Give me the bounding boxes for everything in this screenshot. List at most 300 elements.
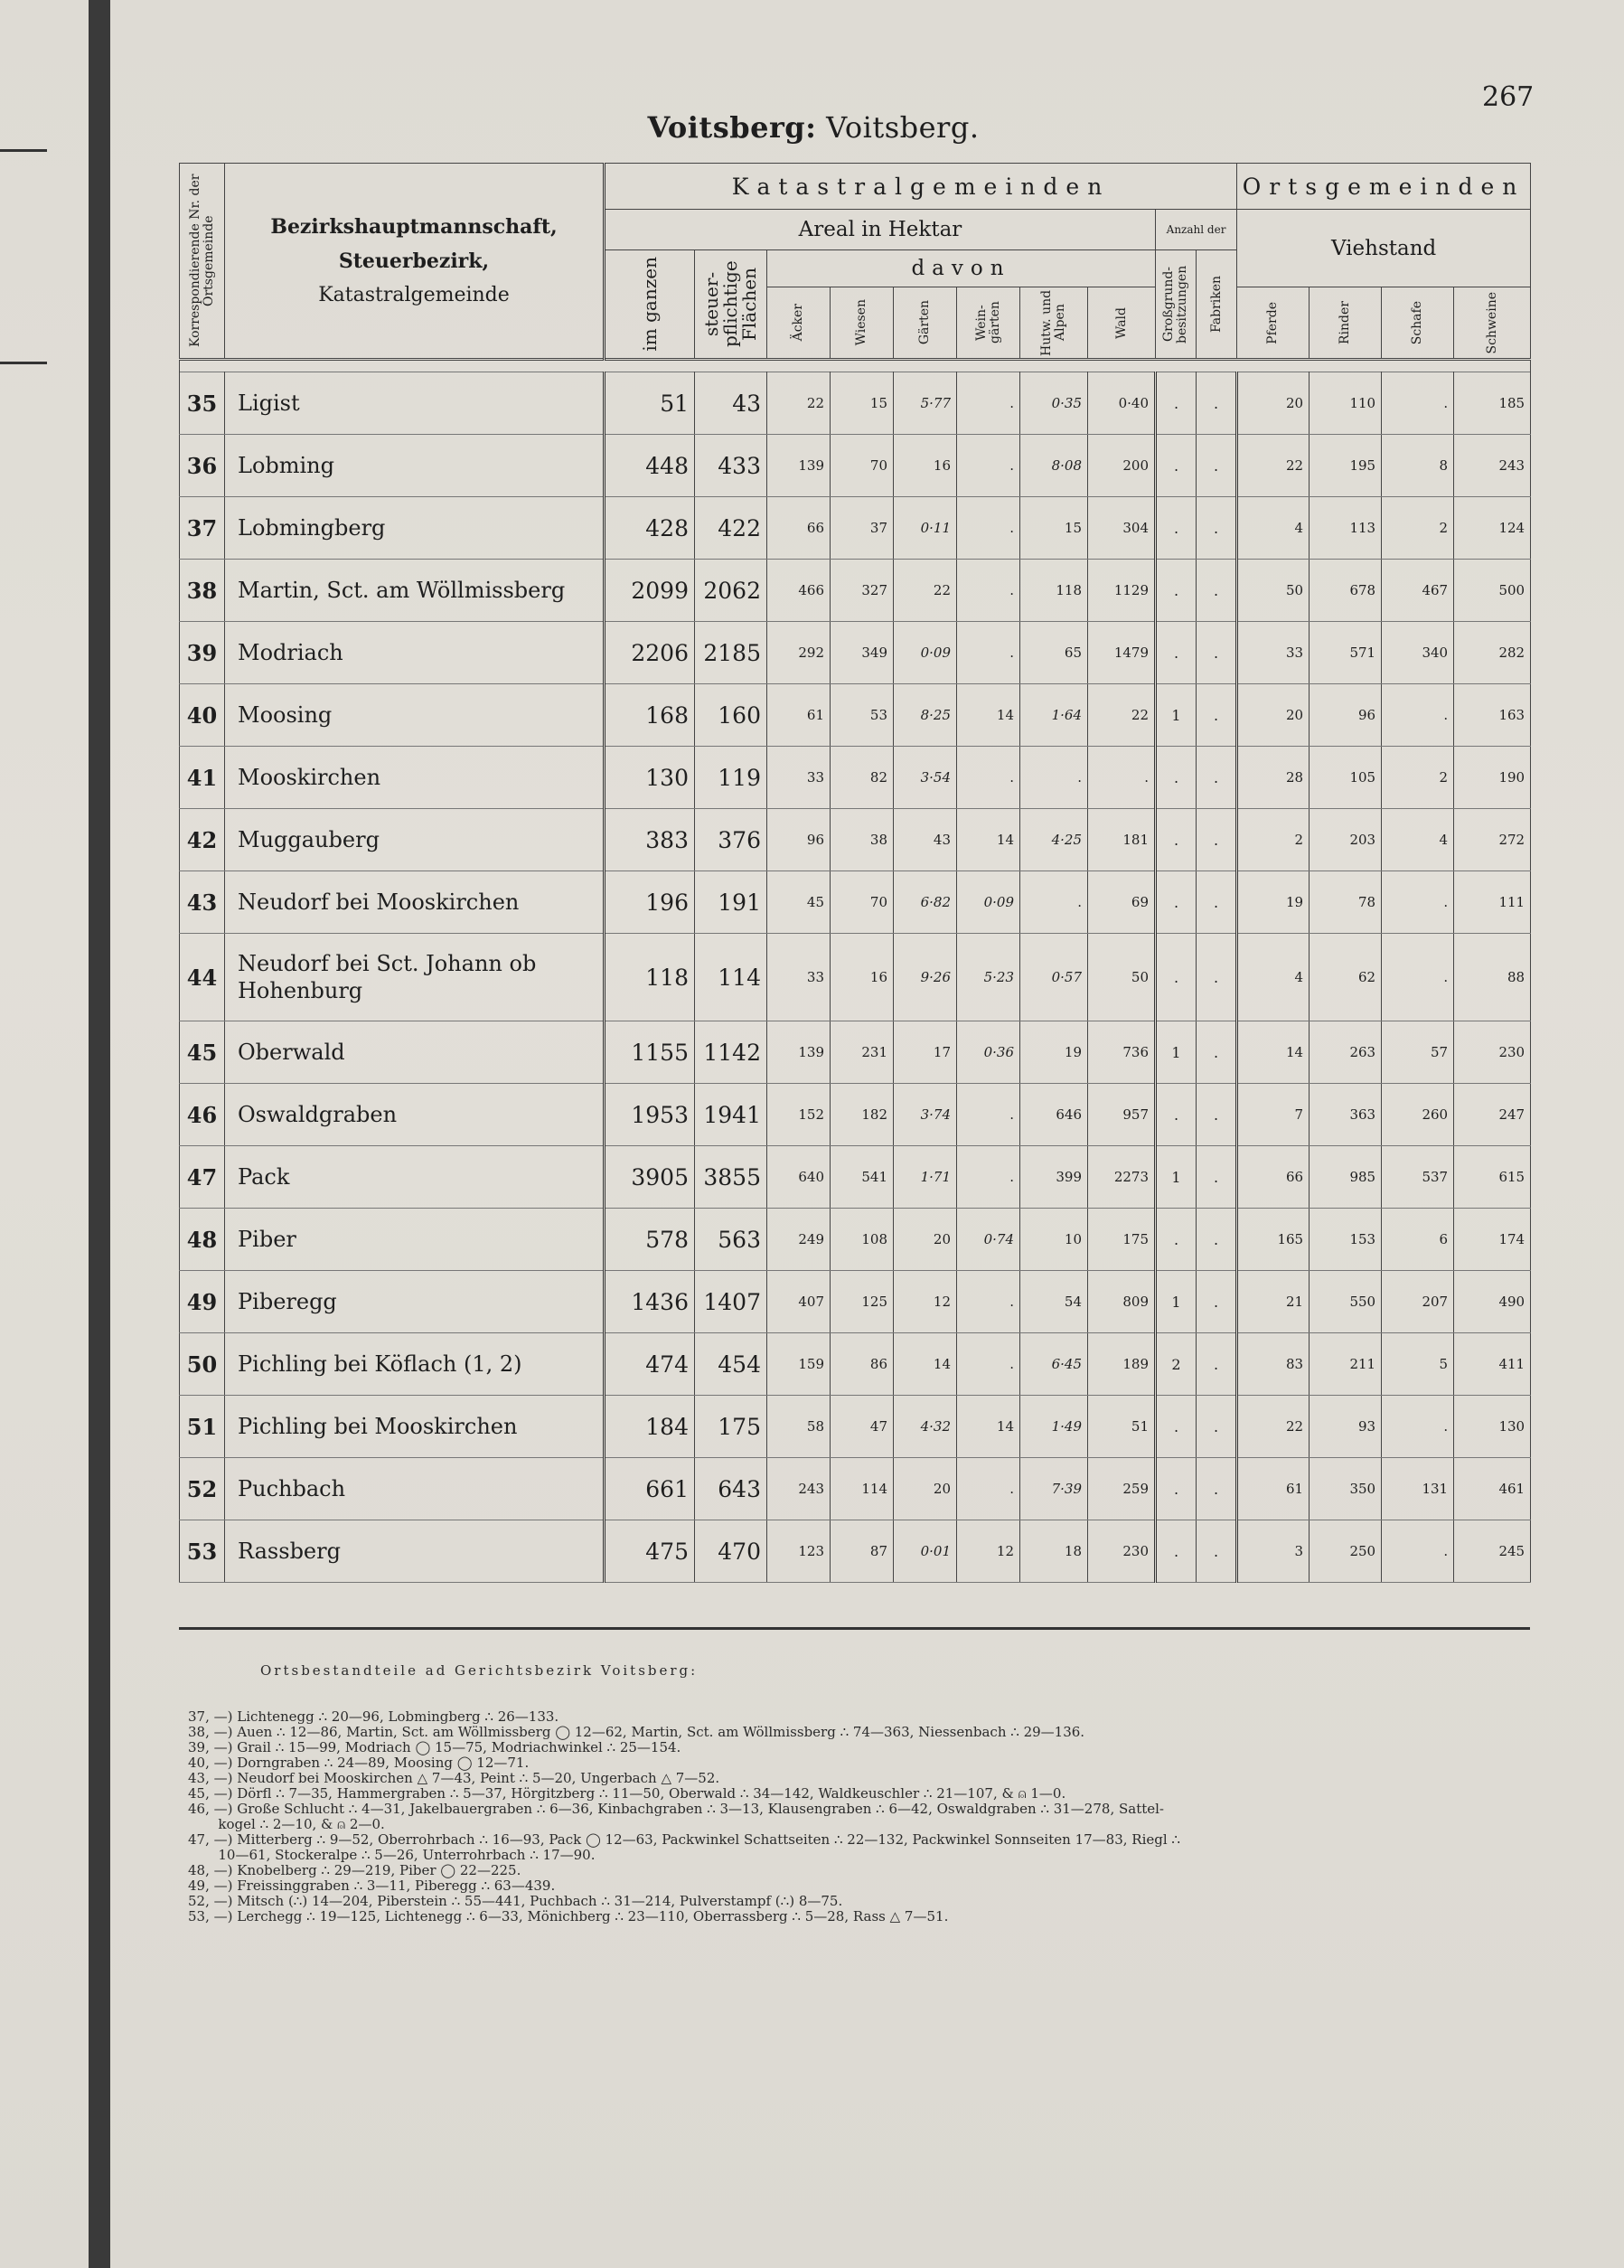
cell-gaerten: 1·71 (894, 1146, 957, 1209)
header-im-ganzen: im ganzen (605, 250, 695, 360)
cell-aecker: 407 (767, 1271, 831, 1333)
header-pferde: Pferde (1237, 287, 1310, 360)
cell-aecker: 33 (767, 934, 831, 1021)
cell-steuer: 376 (695, 809, 767, 871)
header-aecker: Äcker (767, 287, 831, 360)
header-nr: Korrespondierende Nr. der Ortsgemeinde (180, 164, 225, 360)
cell-schweine: 282 (1454, 622, 1531, 684)
cell-gaerten: 3·54 (894, 747, 957, 809)
cell-fab: . (1197, 1209, 1237, 1271)
cell-ganzen: 578 (605, 1209, 695, 1271)
cell-wiesen: 82 (831, 747, 894, 809)
cell-pferde: 22 (1237, 435, 1310, 497)
cell-schweine: 185 (1454, 372, 1531, 435)
cell-wald: 50 (1088, 934, 1156, 1021)
header-viehstand: Viehstand (1237, 210, 1531, 287)
header-fabriken: Fabriken (1197, 250, 1237, 360)
cell-pferde: 4 (1237, 934, 1310, 1021)
cell-gross: 2 (1156, 1333, 1197, 1396)
cell-fab: . (1197, 1520, 1237, 1583)
cell-nr: 49 (180, 1271, 225, 1333)
table-row (180, 1146, 1531, 1209)
cell-gaerten: 22 (894, 560, 957, 622)
binding-edge (89, 0, 110, 2268)
cell-aecker: 139 (767, 1021, 831, 1084)
cell-wald: 175 (1088, 1209, 1156, 1271)
cell-hutw: 18 (1020, 1520, 1088, 1583)
cell-wiesen: 38 (831, 809, 894, 871)
cell-ganzen: 1953 (605, 1084, 695, 1146)
cell-wald: 200 (1088, 435, 1156, 497)
cell-rinder: 678 (1310, 560, 1382, 622)
cell-nr: 38 (180, 560, 225, 622)
header-grossgrund: Großgrund-besitzungen (1156, 250, 1197, 360)
cell-steuer: 160 (695, 684, 767, 747)
cell-rinder: 62 (1310, 934, 1382, 1021)
header-gaerten: Gärten (894, 287, 957, 360)
cell-pferde: 3 (1237, 1520, 1310, 1583)
cell-steuer: 2185 (695, 622, 767, 684)
header-davon: davon (767, 250, 1156, 287)
cell-ganzen: 196 (605, 871, 695, 934)
cell-aecker: 243 (767, 1458, 831, 1520)
cell-schafe: 6 (1382, 1209, 1454, 1271)
cell-schweine: 615 (1454, 1146, 1531, 1209)
cell-nr: 53 (180, 1520, 225, 1583)
header-schafe: Schafe (1382, 287, 1454, 360)
cell-ganzen: 448 (605, 435, 695, 497)
cell-pferde: 14 (1237, 1021, 1310, 1084)
cell-name: Pack (225, 1146, 605, 1209)
cell-name: Pichling bei Köflach (1, 2) (225, 1333, 605, 1396)
cell-wein: . (957, 1084, 1020, 1146)
cell-schweine: 243 (1454, 435, 1531, 497)
cell-fab: . (1197, 1458, 1237, 1520)
cell-wiesen: 327 (831, 560, 894, 622)
cell-steuer: 454 (695, 1333, 767, 1396)
cell-name: Oswaldgraben (225, 1084, 605, 1146)
cell-wald: 1129 (1088, 560, 1156, 622)
footer-title: Ortsbestandteile ad Gerichtsbezirk Voitsberg: (260, 1662, 699, 1679)
cell-pferde: 66 (1237, 1146, 1310, 1209)
cell-hutw: 8·08 (1020, 435, 1088, 497)
cell-wein: . (957, 435, 1020, 497)
title-bold: Voitsberg: (647, 110, 817, 145)
cell-wiesen: 47 (831, 1396, 894, 1458)
cell-steuer: 643 (695, 1458, 767, 1520)
cell-gaerten: 43 (894, 809, 957, 871)
cell-fab: . (1197, 684, 1237, 747)
cell-wald: 259 (1088, 1458, 1156, 1520)
cell-gaerten: 17 (894, 1021, 957, 1084)
cell-rinder: 571 (1310, 622, 1382, 684)
cell-nr: 48 (180, 1209, 225, 1271)
cell-pferde: 165 (1237, 1209, 1310, 1271)
footer-line: 38, —) Auen ∴ 12—86, Martin, Sct. am Wöllmissberg ◯ 12—62, Martin, Sct. am Wöllmissberg ∴ 74—363, Niessenbach ∴ 29—136. (188, 1724, 1085, 1740)
cell-ganzen: 2206 (605, 622, 695, 684)
cell-steuer: 1142 (695, 1021, 767, 1084)
cell-wald: 69 (1088, 871, 1156, 934)
table-row (180, 1520, 1531, 1583)
cell-rinder: 93 (1310, 1396, 1382, 1458)
title-rest: Voitsberg. (816, 110, 980, 145)
cell-nr: 46 (180, 1084, 225, 1146)
cell-fab: . (1197, 1146, 1237, 1209)
cell-name: Modriach (225, 622, 605, 684)
cell-gross: 1 (1156, 1146, 1197, 1209)
cell-fab: . (1197, 1084, 1237, 1146)
cell-pferde: 19 (1237, 871, 1310, 934)
cell-gross: . (1156, 372, 1197, 435)
cell-rinder: 105 (1310, 747, 1382, 809)
footer-line: 10—61, Stockeralpe ∴ 5—26, Unterrohrbach ∴ 17—90. (188, 1847, 596, 1863)
cell-gaerten: 14 (894, 1333, 957, 1396)
cell-schweine: 247 (1454, 1084, 1531, 1146)
cell-rinder: 263 (1310, 1021, 1382, 1084)
cell-wiesen: 108 (831, 1209, 894, 1271)
cell-aecker: 159 (767, 1333, 831, 1396)
cell-nr: 45 (180, 1021, 225, 1084)
cell-wein: . (957, 560, 1020, 622)
cell-wald: 304 (1088, 497, 1156, 560)
table-row (180, 871, 1531, 934)
cell-ganzen: 475 (605, 1520, 695, 1583)
cell-ganzen: 474 (605, 1333, 695, 1396)
cell-wein: 0·36 (957, 1021, 1020, 1084)
cell-wiesen: 15 (831, 372, 894, 435)
cell-wiesen: 70 (831, 871, 894, 934)
footer-line: 53, —) Lerchegg ∴ 19—125, Lichtenegg ∴ 6—33, Mönichberg ∴ 23—110, Oberrassberg ∴ 5—28, Rass △ 7—51. (188, 1908, 949, 1925)
cell-nr: 35 (180, 372, 225, 435)
header-areal: Areal in Hektar (605, 210, 1156, 250)
footer-notes (188, 1663, 1525, 1925)
cell-gross: 1 (1156, 1271, 1197, 1333)
cell-gross: 1 (1156, 684, 1197, 747)
cell-gross: . (1156, 747, 1197, 809)
cell-ganzen: 2099 (605, 560, 695, 622)
footer-line: 40, —) Dorngraben ∴ 24—89, Moosing ◯ 12—71. (188, 1755, 530, 1771)
cell-name: Moosing (225, 684, 605, 747)
cell-gross: . (1156, 560, 1197, 622)
cell-fab: . (1197, 497, 1237, 560)
cell-schafe: 467 (1382, 560, 1454, 622)
cell-pferde: 7 (1237, 1084, 1310, 1146)
cell-wald: 189 (1088, 1333, 1156, 1396)
table-row (180, 1021, 1531, 1084)
cell-name: Piber (225, 1209, 605, 1271)
cell-ganzen: 1155 (605, 1021, 695, 1084)
cell-wein: 14 (957, 684, 1020, 747)
cell-gross: . (1156, 435, 1197, 497)
cell-schweine: 124 (1454, 497, 1531, 560)
cell-steuer: 3855 (695, 1146, 767, 1209)
cell-rinder: 195 (1310, 435, 1382, 497)
cell-rinder: 153 (1310, 1209, 1382, 1271)
cell-aecker: 139 (767, 435, 831, 497)
cell-wiesen: 70 (831, 435, 894, 497)
cell-schafe: 340 (1382, 622, 1454, 684)
cell-name: Pichling bei Mooskirchen (225, 1396, 605, 1458)
footer-line: 48, —) Knobelberg ∴ 29—219, Piber ◯ 22—225. (188, 1862, 521, 1878)
cell-wald: 0·40 (1088, 372, 1156, 435)
cell-hutw: 399 (1020, 1146, 1088, 1209)
margin-rule (0, 149, 47, 152)
cell-pferde: 20 (1237, 684, 1310, 747)
header-ortsgemeinden: Ortsgemeinden (1237, 164, 1531, 210)
footer-line: 39, —) Grail ∴ 15—99, Modriach ◯ 15—75, Modriachwinkel ∴ 25—154. (188, 1739, 681, 1755)
header-rinder: Rinder (1310, 287, 1382, 360)
table-row (180, 747, 1531, 809)
cell-gross: . (1156, 1084, 1197, 1146)
cell-rinder: 203 (1310, 809, 1382, 871)
cell-wald: 2273 (1088, 1146, 1156, 1209)
cell-wiesen: 114 (831, 1458, 894, 1520)
cell-schafe: . (1382, 1520, 1454, 1583)
page-title (542, 110, 1084, 145)
header-wald: Wald (1088, 287, 1156, 360)
cell-rinder: 110 (1310, 372, 1382, 435)
footer-line: 37, —) Lichtenegg ∴ 20—96, Lobmingberg ∴ 26—133. (188, 1708, 559, 1725)
cell-wein: 14 (957, 809, 1020, 871)
cell-wald: . (1088, 747, 1156, 809)
cell-fab: . (1197, 809, 1237, 871)
cell-nr: 47 (180, 1146, 225, 1209)
cell-pferde: 61 (1237, 1458, 1310, 1520)
table-row (180, 622, 1531, 684)
cell-ganzen: 1436 (605, 1271, 695, 1333)
table-row (180, 1458, 1531, 1520)
cell-ganzen: 118 (605, 934, 695, 1021)
footer-line: 46, —) Große Schlucht ∴ 4—31, Jakelbauergraben ∴ 6—36, Kinbachgraben ∴ 3—13, Klausengraben ∴ 6—42, Oswaldgraben ∴ 31—278, Sattel- (188, 1801, 1164, 1817)
cell-hutw: 19 (1020, 1021, 1088, 1084)
cell-fab: . (1197, 1021, 1237, 1084)
cell-fab: . (1197, 747, 1237, 809)
cell-ganzen: 3905 (605, 1146, 695, 1209)
table-row (180, 1396, 1531, 1458)
footer-lines (188, 1709, 1525, 1925)
cell-wiesen: 53 (831, 684, 894, 747)
cell-wein: . (957, 747, 1020, 809)
cell-wald: 957 (1088, 1084, 1156, 1146)
page-number: 267 (1482, 81, 1535, 113)
cell-steuer: 43 (695, 372, 767, 435)
cell-wein: 0·74 (957, 1209, 1020, 1271)
cell-hutw: . (1020, 747, 1088, 809)
cell-name: Muggauberg (225, 809, 605, 871)
cell-steuer: 1407 (695, 1271, 767, 1333)
cell-ganzen: 51 (605, 372, 695, 435)
cell-schafe: 5 (1382, 1333, 1454, 1396)
cell-schafe: 2 (1382, 497, 1454, 560)
cell-name: Neudorf bei Sct. Johann ob Hohenburg (225, 934, 605, 1021)
cell-ganzen: 130 (605, 747, 695, 809)
header-katastral: Katastralgemeinden (605, 164, 1237, 210)
cell-name: Neudorf bei Mooskirchen (225, 871, 605, 934)
cell-rinder: 113 (1310, 497, 1382, 560)
cell-fab: . (1197, 1271, 1237, 1333)
cell-wald: 181 (1088, 809, 1156, 871)
cell-gross: 1 (1156, 1021, 1197, 1084)
cell-hutw: 1·49 (1020, 1396, 1088, 1458)
cell-aecker: 45 (767, 871, 831, 934)
table-row (180, 497, 1531, 560)
table-row (180, 560, 1531, 622)
cell-wald: 230 (1088, 1520, 1156, 1583)
cell-schweine: 88 (1454, 934, 1531, 1021)
cell-pferde: 21 (1237, 1271, 1310, 1333)
cell-schafe: 2 (1382, 747, 1454, 809)
cell-hutw: 15 (1020, 497, 1088, 560)
cell-hutw: 54 (1020, 1271, 1088, 1333)
cell-name: Mooskirchen (225, 747, 605, 809)
cell-hutw: 0·35 (1020, 372, 1088, 435)
header-schweine: Schweine (1454, 287, 1531, 360)
cell-hutw: 118 (1020, 560, 1088, 622)
cell-fab: . (1197, 435, 1237, 497)
cell-wein: . (957, 1271, 1020, 1333)
cell-steuer: 563 (695, 1209, 767, 1271)
cell-wein: . (957, 1333, 1020, 1396)
cell-hutw: 4·25 (1020, 809, 1088, 871)
cell-name: Lobmingberg (225, 497, 605, 560)
cell-name: Oberwald (225, 1021, 605, 1084)
cell-steuer: 119 (695, 747, 767, 809)
cell-wein: 12 (957, 1520, 1020, 1583)
cell-aecker: 61 (767, 684, 831, 747)
cell-aecker: 22 (767, 372, 831, 435)
header-anzahl: Anzahl der (1156, 210, 1237, 250)
cell-gross: . (1156, 1396, 1197, 1458)
cell-gaerten: 0·09 (894, 622, 957, 684)
cell-nr: 43 (180, 871, 225, 934)
header-hutweiden: Hutw. und Alpen (1020, 287, 1088, 360)
cell-pferde: 83 (1237, 1333, 1310, 1396)
cell-fab: . (1197, 560, 1237, 622)
cell-aecker: 249 (767, 1209, 831, 1271)
cell-steuer: 175 (695, 1396, 767, 1458)
cell-pferde: 28 (1237, 747, 1310, 809)
cell-aecker: 466 (767, 560, 831, 622)
cell-wiesen: 87 (831, 1520, 894, 1583)
table-row (180, 1209, 1531, 1271)
header-steuerpflichtig: steuer-pflichtige Flächen (695, 250, 767, 360)
cell-schafe: 207 (1382, 1271, 1454, 1333)
cell-nr: 50 (180, 1333, 225, 1396)
cell-gaerten: 3·74 (894, 1084, 957, 1146)
cell-gaerten: 20 (894, 1209, 957, 1271)
cell-rinder: 985 (1310, 1146, 1382, 1209)
cell-schweine: 461 (1454, 1458, 1531, 1520)
header-separator (180, 360, 1531, 372)
cell-gaerten: 9·26 (894, 934, 957, 1021)
header-weingaerten: Wein-gärten (957, 287, 1020, 360)
cell-wein: . (957, 1146, 1020, 1209)
cell-schafe: 131 (1382, 1458, 1454, 1520)
cell-schweine: 111 (1454, 871, 1531, 934)
cell-schafe: 8 (1382, 435, 1454, 497)
cell-aecker: 58 (767, 1396, 831, 1458)
cell-aecker: 33 (767, 747, 831, 809)
cell-schafe: 57 (1382, 1021, 1454, 1084)
cell-fab: . (1197, 871, 1237, 934)
cell-schafe: . (1382, 684, 1454, 747)
footer-line: 49, —) Freissinggraben ∴ 3—11, Piberegg ∴ 63—439. (188, 1877, 556, 1894)
cell-schafe: 4 (1382, 809, 1454, 871)
cell-pferde: 20 (1237, 372, 1310, 435)
cell-schafe: . (1382, 934, 1454, 1021)
cell-nr: 39 (180, 622, 225, 684)
cell-gross: . (1156, 497, 1197, 560)
cell-name: Ligist (225, 372, 605, 435)
cell-schweine: 190 (1454, 747, 1531, 809)
table-row (180, 934, 1531, 1021)
cell-wein: 0·09 (957, 871, 1020, 934)
cell-aecker: 66 (767, 497, 831, 560)
cell-gaerten: 6·82 (894, 871, 957, 934)
cell-hutw: 7·39 (1020, 1458, 1088, 1520)
cell-aecker: 640 (767, 1146, 831, 1209)
cell-nr: 36 (180, 435, 225, 497)
cell-gaerten: 8·25 (894, 684, 957, 747)
cell-name: Lobming (225, 435, 605, 497)
cell-steuer: 433 (695, 435, 767, 497)
cell-schweine: 272 (1454, 809, 1531, 871)
table-row (180, 372, 1531, 435)
cell-schweine: 130 (1454, 1396, 1531, 1458)
cell-gaerten: 16 (894, 435, 957, 497)
cell-fab: . (1197, 1333, 1237, 1396)
cell-schafe: 537 (1382, 1146, 1454, 1209)
cell-fab: . (1197, 934, 1237, 1021)
table-row (180, 809, 1531, 871)
cell-name: Rassberg (225, 1520, 605, 1583)
cell-schafe: 260 (1382, 1084, 1454, 1146)
cell-pferde: 2 (1237, 809, 1310, 871)
cell-schweine: 411 (1454, 1333, 1531, 1396)
cell-schafe: . (1382, 871, 1454, 934)
cell-wald: 22 (1088, 684, 1156, 747)
table-row (180, 1084, 1531, 1146)
cell-gross: . (1156, 1520, 1197, 1583)
cell-wiesen: 349 (831, 622, 894, 684)
cell-schweine: 163 (1454, 684, 1531, 747)
cell-wiesen: 125 (831, 1271, 894, 1333)
cell-gross: . (1156, 809, 1197, 871)
table-row (180, 684, 1531, 747)
cell-wiesen: 182 (831, 1084, 894, 1146)
cell-rinder: 350 (1310, 1458, 1382, 1520)
cell-nr: 41 (180, 747, 225, 809)
table-row (180, 435, 1531, 497)
cell-aecker: 292 (767, 622, 831, 684)
cell-steuer: 470 (695, 1520, 767, 1583)
cell-hutw: . (1020, 871, 1088, 934)
table-bottom-rule (179, 1627, 1530, 1630)
cell-gaerten: 0·11 (894, 497, 957, 560)
cell-pferde: 4 (1237, 497, 1310, 560)
cell-nr: 52 (180, 1458, 225, 1520)
cell-wein: 14 (957, 1396, 1020, 1458)
cell-ganzen: 383 (605, 809, 695, 871)
table-row (180, 1271, 1531, 1333)
cell-gross: . (1156, 1458, 1197, 1520)
cell-pferde: 50 (1237, 560, 1310, 622)
cell-wald: 51 (1088, 1396, 1156, 1458)
cell-steuer: 1941 (695, 1084, 767, 1146)
cell-gaerten: 12 (894, 1271, 957, 1333)
cell-nr: 44 (180, 934, 225, 1021)
cell-gaerten: 4·32 (894, 1396, 957, 1458)
